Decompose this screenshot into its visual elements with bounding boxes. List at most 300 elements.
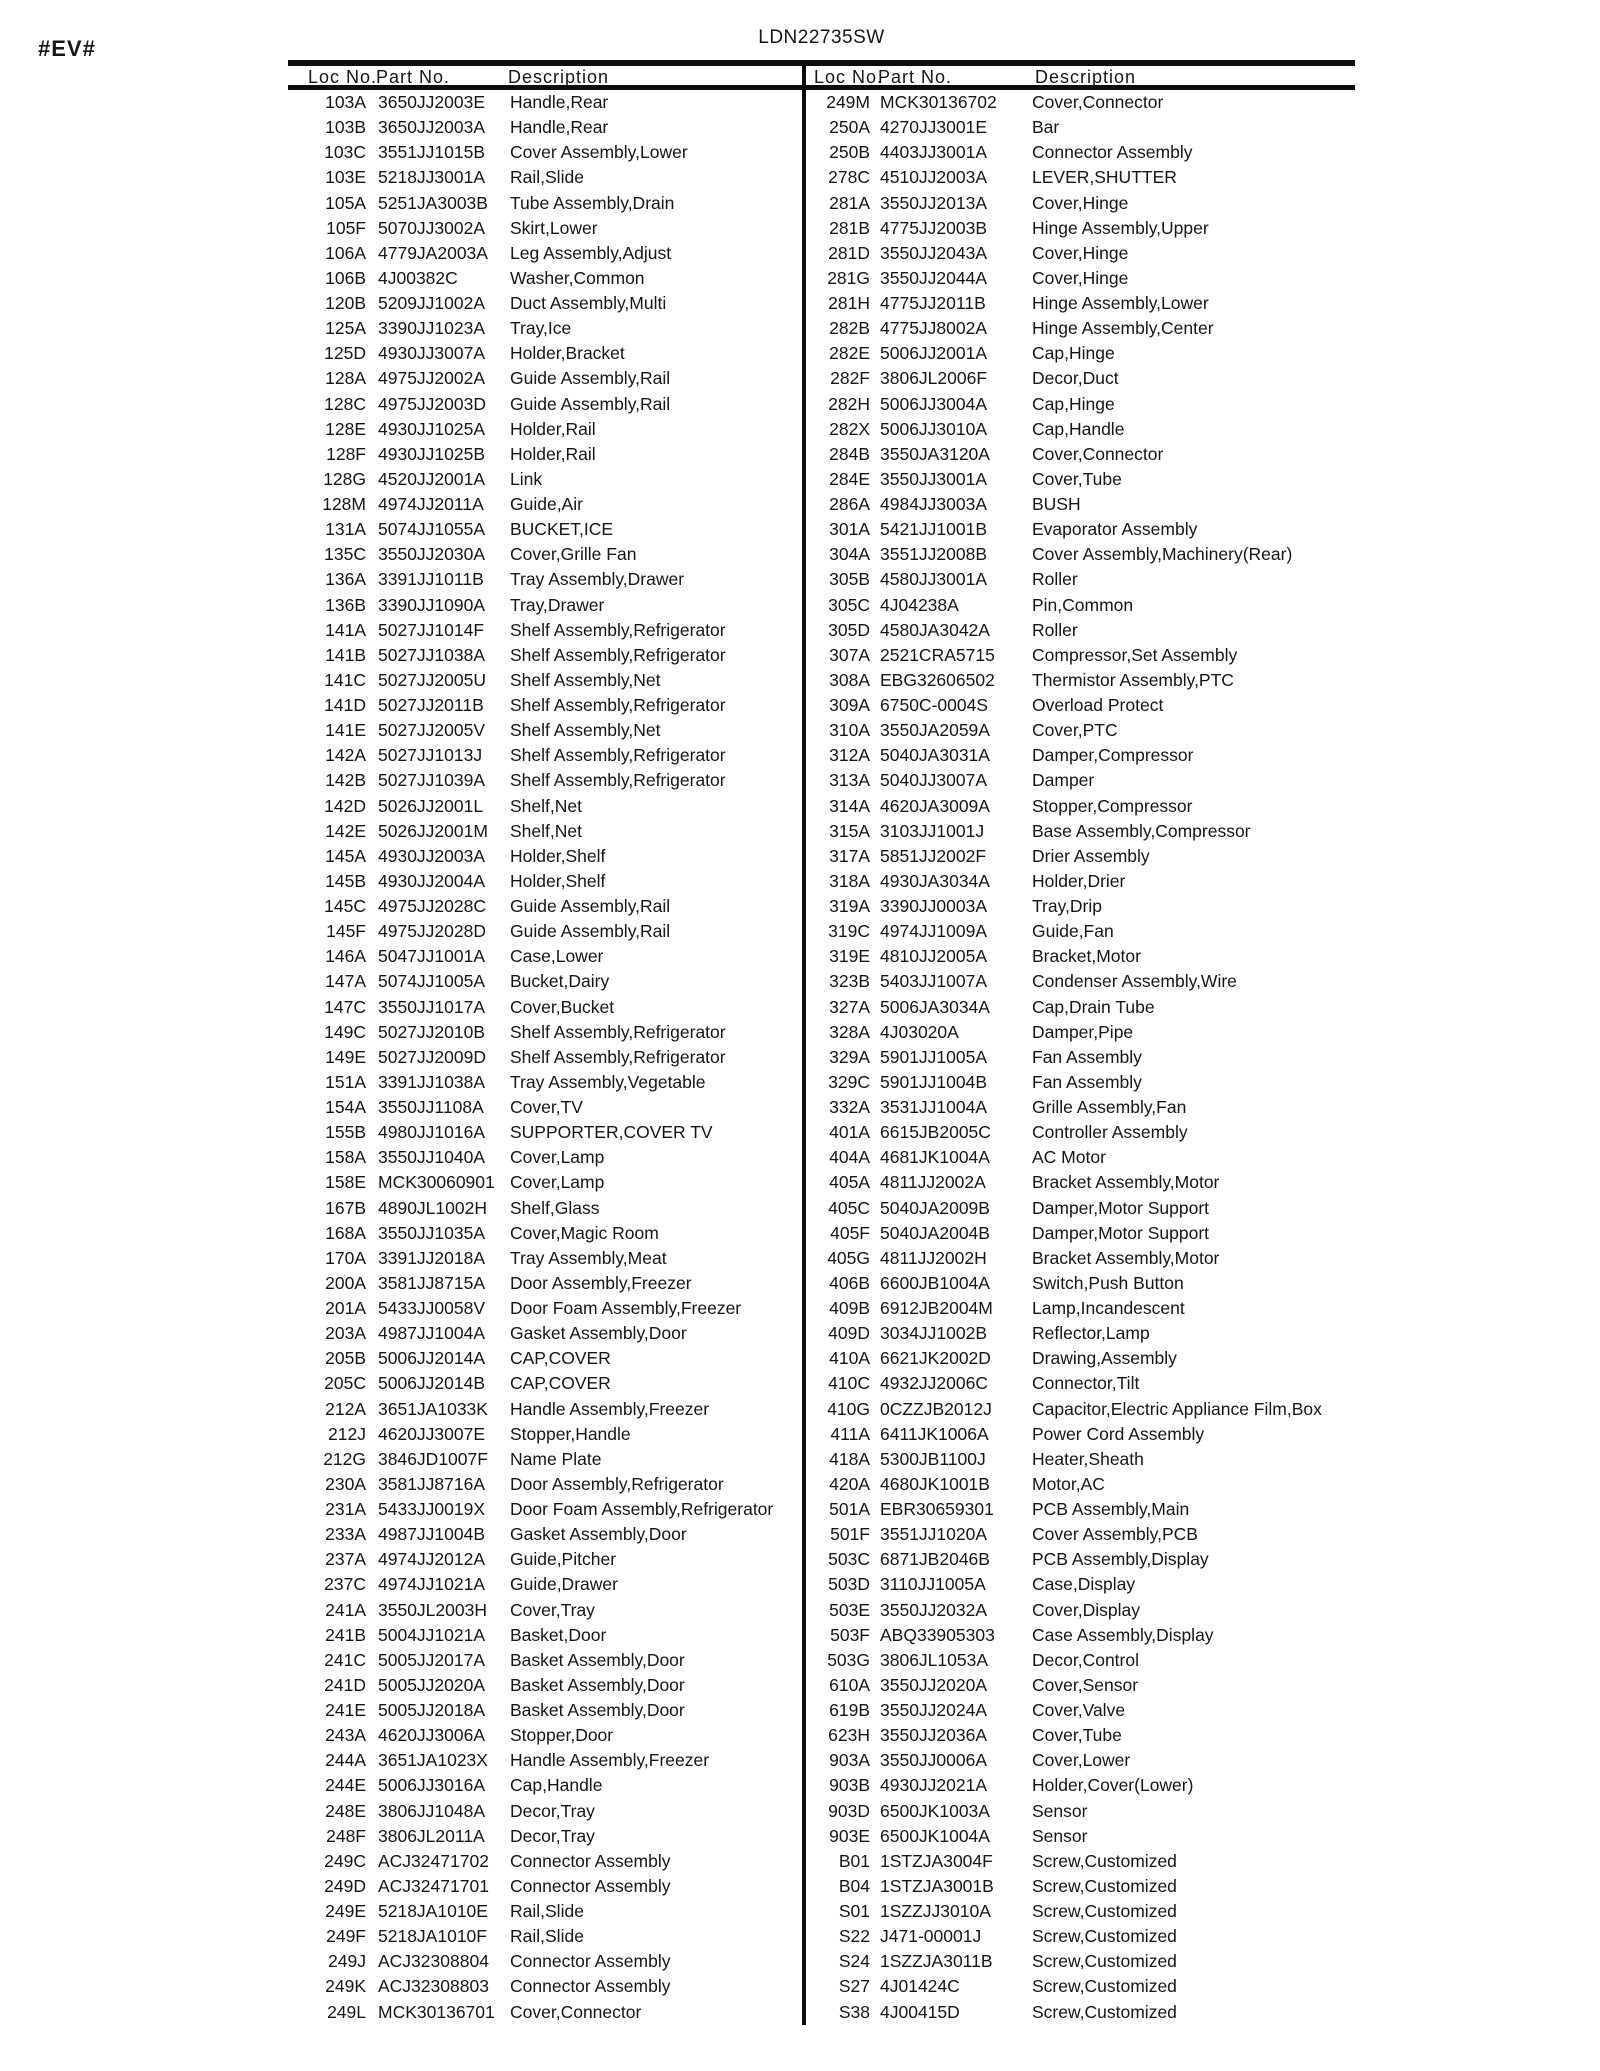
part-no-cell: 4930JJ2003A [378,845,486,866]
table-row [288,643,802,668]
description-cell: Cap,Handle [1032,418,1125,439]
description-cell: Connector Assembly [510,1875,671,1896]
loc-no-cell: 308A [829,669,870,690]
description-cell: Case Assembly,Display [1032,1624,1214,1645]
loc-no-cell: 241E [325,1700,366,1721]
loc-no-cell: 406B [829,1272,870,1293]
description-cell: Drawing,Assembly [1032,1348,1177,1369]
description-cell: CAP,COVER [510,1348,611,1369]
loc-no-cell: 411A [830,1423,870,1444]
loc-no-cell: 249F [326,1926,366,1947]
part-no-cell: 4J00415D [880,2001,960,2022]
description-cell: Decor,Tray [510,1800,595,1821]
table-row [806,1773,1355,1798]
loc-no-cell: 128E [325,418,366,439]
table-row [806,1070,1355,1095]
table-row [806,1849,1355,1874]
description-cell: Door Assembly,Refrigerator [510,1473,724,1494]
table-row [806,1572,1355,1597]
table-row [288,1397,802,1422]
table-row [806,442,1355,467]
table-row [288,743,802,768]
part-no-cell: 3550JJ0006A [880,1750,988,1771]
loc-no-cell: 249M [826,92,870,113]
table-row [806,819,1355,844]
part-no-cell: 5040JA3031A [880,745,990,766]
table-row [806,1723,1355,1748]
description-cell: Name Plate [510,1448,602,1469]
table-row [806,492,1355,517]
table-row [288,1020,802,1045]
loc-no-cell: 903D [828,1800,870,1821]
description-cell: Cover,Connector [1032,92,1164,113]
part-no-cell: 4930JJ1025B [378,443,486,464]
table-row [806,1623,1355,1648]
description-cell: Bucket,Dairy [510,971,610,992]
loc-no-cell: 503C [828,1549,870,1570]
description-cell: LEVER,SHUTTER [1032,167,1177,188]
part-no-cell: 3391JJ1038A [378,1071,486,1092]
loc-no-cell: 141C [324,669,366,690]
part-no-cell: 5218JJ3001A [378,167,486,188]
table-row [806,944,1355,969]
loc-no-cell: 158A [325,1147,366,1168]
description-cell: Cover,Hinge [1032,192,1129,213]
description-cell: Cover,Magic Room [510,1222,659,1243]
part-no-cell: 4810JJ2005A [880,946,988,967]
description-cell: Roller [1032,569,1078,590]
description-cell: Decor,Tray [510,1825,595,1846]
part-no-cell: 3806JL2011A [378,1825,485,1846]
part-no-cell: ABQ33905303 [880,1624,995,1645]
part-no-cell: 5005JJ2017A [378,1649,486,1670]
loc-no-cell: 120B [325,293,366,314]
loc-no-cell: 151A [325,1071,366,1092]
table-row [806,1196,1355,1221]
loc-no-cell: 405C [828,1197,870,1218]
table-row [288,266,802,291]
loc-no-cell: 313A [829,770,870,791]
part-no-cell: ACJ32308804 [378,1951,489,1972]
loc-no-cell: 241D [324,1674,366,1695]
description-cell: Shelf,Glass [510,1197,600,1218]
part-no-cell: 4930JJ1025A [378,418,486,439]
part-no-cell: 4974JJ2012A [378,1549,486,1570]
table-row [288,1221,802,1246]
part-no-cell: ACJ32471702 [378,1850,489,1871]
description-cell: Shelf Assembly,Refrigerator [510,644,726,665]
loc-no-cell: 249K [325,1976,366,1997]
part-no-cell: 5901JJ1005A [880,1046,988,1067]
loc-no-cell: 282E [829,343,870,364]
description-cell: Damper,Motor Support [1032,1197,1210,1218]
table-row [288,1070,802,1095]
part-no-cell: J471-00001J [880,1926,982,1947]
part-no-cell: 3581JJ8715A [378,1272,486,1293]
loc-no-cell: 136A [325,569,366,590]
table-row [288,1371,802,1396]
table-row [806,266,1355,291]
description-cell: Shelf Assembly,Refrigerator [510,619,726,640]
table-row [288,1924,802,1949]
loc-no-cell: 248F [326,1825,366,1846]
table-row [806,1924,1355,1949]
loc-no-cell: 903A [829,1750,870,1771]
loc-no-cell: 281G [827,267,870,288]
part-no-cell: 3550JJ2024A [880,1700,988,1721]
description-cell: Cover,Tray [510,1599,595,1620]
description-cell: Cover Assembly,PCB [1032,1524,1198,1545]
part-no-cell: 4975JJ2028C [378,896,486,917]
table-header-row [288,66,1355,90]
description-cell: Hinge Assembly,Lower [1032,293,1209,314]
part-no-cell: 3651JA1033K [378,1398,488,1419]
loc-no-cell: 141A [325,619,366,640]
loc-no-cell: B01 [838,1850,870,1871]
loc-no-cell: 314A [829,795,870,816]
description-cell: Cover,Lamp [510,1147,605,1168]
table-row [806,1497,1355,1522]
part-no-cell: 5006JA3034A [880,996,990,1017]
part-no-cell: 4930JJ3007A [378,343,486,364]
table-row [806,1598,1355,1623]
loc-no-cell: 249C [324,1850,366,1871]
description-cell: Holder,Bracket [510,343,625,364]
loc-no-cell: 281D [828,242,870,263]
description-cell: Cover,Connector [510,2001,642,2022]
description-cell: Holder,Drier [1032,870,1126,891]
part-no-cell: EBR30659301 [880,1499,994,1520]
table-row [288,1522,802,1547]
part-no-cell: 5040JA2004B [880,1222,990,1243]
table-header-left [288,66,806,85]
description-cell: Shelf Assembly,Refrigerator [510,770,726,791]
loc-no-cell: 167B [325,1197,366,1218]
part-no-cell: 4510JJ2003A [880,167,988,188]
loc-no-cell: 168A [325,1222,366,1243]
table-row [288,291,802,316]
table-row [806,241,1355,266]
loc-no-cell: 141E [325,720,366,741]
parts-column-left [288,90,806,2025]
description-cell: Cover,Connector [1032,443,1164,464]
loc-no-cell: 332A [829,1097,870,1118]
loc-no-cell: 141D [324,695,366,716]
part-no-cell: 3550JJ2036A [880,1725,988,1746]
description-cell: Cover,Lower [1032,1750,1131,1771]
loc-no-cell: 212G [323,1448,366,1469]
part-no-cell: 4J01424C [880,1976,960,1997]
description-cell: Holder,Shelf [510,870,606,891]
part-no-cell: 3581JJ8716A [378,1473,486,1494]
loc-no-cell: 128F [326,443,366,464]
part-no-cell: 5074JJ1055A [378,519,486,540]
part-no-cell: 3806JL1053A [880,1649,989,1670]
part-no-cell: 5433JJ0019X [378,1499,486,1520]
table-row [806,643,1355,668]
table-row [288,593,802,618]
loc-no-cell: 410A [829,1348,870,1369]
loc-no-cell: 420A [829,1473,870,1494]
part-no-cell: 3806JL2006F [880,368,988,389]
description-cell: Holder,Cover(Lower) [1032,1775,1194,1796]
loc-no-cell: 249J [328,1951,366,1972]
part-no-cell: EBG32606502 [880,669,995,690]
loc-no-cell: 249D [324,1875,366,1896]
table-row [806,1974,1355,1999]
loc-no-cell: 145A [325,845,366,866]
table-row [806,743,1355,768]
table-row [806,1170,1355,1195]
part-no-cell: ACJ32308803 [378,1976,489,1997]
description-cell: Tray,Drip [1032,896,1102,917]
loc-no-cell: 103B [325,117,366,138]
description-cell: Door Foam Assembly,Refrigerator [510,1499,774,1520]
loc-no-cell: S01 [838,1901,870,1922]
description-cell: Guide,Fan [1032,921,1114,942]
loc-no-cell: 903E [829,1825,870,1846]
part-no-cell: 5006JJ3016A [378,1775,486,1796]
description-cell: Tray Assembly,Vegetable [510,1071,706,1092]
part-no-cell: ACJ32471701 [378,1875,489,1896]
part-no-cell: 6500JK1003A [880,1800,990,1821]
part-no-cell: 3550JL2003H [378,1599,487,1620]
part-no-cell: 3550JJ1035A [378,1222,486,1243]
loc-no-cell: 244A [325,1750,366,1771]
description-cell: Cover,Grille Fan [510,544,637,565]
table-row [806,1246,1355,1271]
loc-no-cell: 237A [325,1549,366,1570]
table-row [288,1849,802,1874]
description-header: Description [508,67,610,87]
description-cell: Guide Assembly,Rail [510,921,671,942]
description-cell: Screw,Customized [1032,1901,1177,1922]
table-row [806,1673,1355,1698]
loc-no-header: Loc No. [814,67,884,87]
description-cell: Holder,Rail [510,443,596,464]
description-cell: BUCKET,ICE [510,519,614,540]
table-row [806,467,1355,492]
description-cell: Basket Assembly,Door [510,1700,685,1721]
description-cell: Condenser Assembly,Wire [1032,971,1237,992]
loc-no-cell: 317A [829,845,870,866]
part-no-cell: 3390JJ1023A [378,318,486,339]
part-no-header: Part No. [878,67,953,87]
part-no-cell: 3650JJ2003E [378,92,486,113]
loc-no-cell: 146A [325,946,366,967]
part-no-cell: 4775JJ2003B [880,217,988,238]
loc-no-cell: 142D [324,795,366,816]
description-cell: Damper,Pipe [1032,1021,1134,1042]
loc-no-cell: 155B [325,1122,366,1143]
table-row [288,844,802,869]
loc-no-cell: 106B [325,267,366,288]
loc-no-cell: 405F [830,1222,870,1243]
part-no-cell: 1SZZJJ3010A [880,1901,991,1922]
loc-no-cell: 103A [325,92,366,113]
loc-no-cell: 149E [325,1046,366,1067]
loc-no-cell: 281B [829,217,870,238]
description-cell: Cover,Lamp [510,1172,605,1193]
table-row [806,1698,1355,1723]
part-no-cell: 4974JJ2011A [378,494,484,515]
description-cell: Tray Assembly,Drawer [510,569,685,590]
part-no-cell: 3550JJ2044A [880,267,988,288]
description-cell: Screw,Customized [1032,1926,1177,1947]
description-cell: Rail,Slide [510,1901,584,1922]
loc-no-cell: 243A [325,1725,366,1746]
part-no-cell: 5026JJ2001L [378,795,484,816]
table-row [288,693,802,718]
description-cell: Hinge Assembly,Upper [1032,217,1209,238]
loc-no-cell: 319A [829,896,870,917]
part-no-cell: 1SZZJA3011B [880,1951,993,1972]
description-cell: Damper [1032,770,1095,791]
table-row [288,165,802,190]
part-no-cell: 3551JJ2008B [880,544,988,565]
part-no-cell: 5209JJ1002A [378,293,486,314]
loc-no-cell: 301A [829,519,870,540]
loc-no-cell: 315A [829,820,870,841]
loc-no-cell: 149C [324,1021,366,1042]
part-no-cell: 5433JJ0058V [378,1298,486,1319]
part-no-cell: 5040JA2009B [880,1197,990,1218]
loc-no-cell: 410G [827,1398,870,1419]
loc-no-cell: 203A [325,1323,366,1344]
loc-no-cell: 405A [829,1172,870,1193]
table-row [806,768,1355,793]
loc-no-cell: 233A [325,1524,366,1545]
loc-no-cell: 136B [325,594,366,615]
loc-no-cell: 200A [325,1272,366,1293]
table-row [806,1874,1355,1899]
part-no-cell: 6411JK1006A [880,1423,989,1444]
part-no-cell: 5027JJ1013J [378,745,483,766]
part-no-cell: 5004JJ1021A [378,1624,486,1645]
description-cell: Connector,Tilt [1032,1373,1140,1394]
table-header-right [806,66,1355,85]
table-row [288,1422,802,1447]
part-no-cell: 5027JJ2005V [378,720,486,741]
description-cell: AC Motor [1032,1147,1106,1168]
table-row [288,1196,802,1221]
table-row [288,2000,802,2025]
table-row [288,1974,802,1999]
table-row [806,1547,1355,1572]
loc-no-cell: B04 [838,1875,870,1896]
part-no-cell: 5901JJ1004B [880,1071,988,1092]
part-no-cell: 6621JK2002D [880,1348,991,1369]
description-header: Description [1035,67,1137,87]
part-no-cell: 4980JJ1016A [378,1122,486,1143]
loc-no-cell: 241A [325,1599,366,1620]
part-no-cell: 6912JB2004M [880,1298,993,1319]
description-cell: CAP,COVER [510,1373,611,1394]
part-no-cell: 3550JJ2013A [880,192,988,213]
loc-no-cell: 145F [326,921,366,942]
table-row [288,718,802,743]
description-cell: Bracket Assembly,Motor [1032,1172,1220,1193]
table-row [806,165,1355,190]
loc-no-cell: 410C [828,1373,870,1394]
table-row [288,1824,802,1849]
part-no-cell: 4974JJ1009A [880,921,988,942]
table-body [288,90,1355,2025]
loc-no-cell: 312A [829,745,870,766]
loc-no-cell: 105A [325,192,366,213]
table-row [288,191,802,216]
description-cell: Guide,Air [510,494,583,515]
description-cell: Lamp,Incandescent [1032,1298,1185,1319]
part-no-cell: 3103JJ1001J [880,820,985,841]
table-row [288,1321,802,1346]
description-cell: Bracket Assembly,Motor [1032,1247,1220,1268]
loc-no-cell: 282H [828,393,870,414]
table-row [806,1020,1355,1045]
loc-no-cell: 106A [325,242,366,263]
description-cell: Drier Assembly [1032,845,1150,866]
table-row [806,668,1355,693]
loc-no-cell: 282B [829,318,870,339]
description-cell: BUSH [1032,494,1081,515]
table-row [288,995,802,1020]
description-cell: SUPPORTER,COVER TV [510,1122,713,1143]
table-row [288,542,802,567]
description-cell: Cover,TV [510,1097,583,1118]
loc-no-cell: 248E [325,1800,366,1821]
loc-no-cell: 250A [829,117,870,138]
loc-no-cell: 323B [829,971,870,992]
table-row [288,417,802,442]
part-no-cell: 5006JJ3004A [880,393,988,414]
part-no-cell: 3550JJ3001A [880,468,988,489]
table-row [288,819,802,844]
loc-no-cell: 401A [829,1122,870,1143]
loc-no-cell: 281A [829,192,870,213]
part-no-cell: 5074JJ1005A [378,971,486,992]
table-row [806,1824,1355,1849]
table-row [806,1899,1355,1924]
loc-no-cell: 142B [325,770,366,791]
loc-no-cell: 154A [325,1097,366,1118]
table-row [806,417,1355,442]
table-row [806,1447,1355,1472]
loc-no-cell: 619B [829,1700,870,1721]
description-cell: Holder,Shelf [510,845,606,866]
loc-no-cell: 249E [325,1901,366,1922]
description-cell: Gasket Assembly,Door [510,1524,687,1545]
table-row [288,1120,802,1145]
table-row [806,693,1355,718]
loc-no-cell: 125D [324,343,366,364]
part-no-cell: 3550JJ2043A [880,242,988,263]
loc-no-cell: 319E [829,946,870,967]
loc-no-cell: 284B [829,443,870,464]
description-cell: Base Assembly,Compressor [1032,820,1251,841]
loc-no-cell: 305B [829,569,870,590]
description-cell: Switch,Push Button [1032,1272,1184,1293]
loc-no-cell: 205B [325,1348,366,1369]
page-corner-tag: #EV# [38,36,96,61]
description-cell: Handle Assembly,Freezer [510,1398,710,1419]
table-row [288,869,802,894]
loc-no-cell: 503E [829,1599,870,1620]
description-cell: Decor,Duct [1032,368,1119,389]
description-cell: Connector Assembly [510,1976,671,1997]
table-row [806,291,1355,316]
description-cell: Damper,Motor Support [1032,1222,1210,1243]
loc-no-cell: 319C [828,921,870,942]
